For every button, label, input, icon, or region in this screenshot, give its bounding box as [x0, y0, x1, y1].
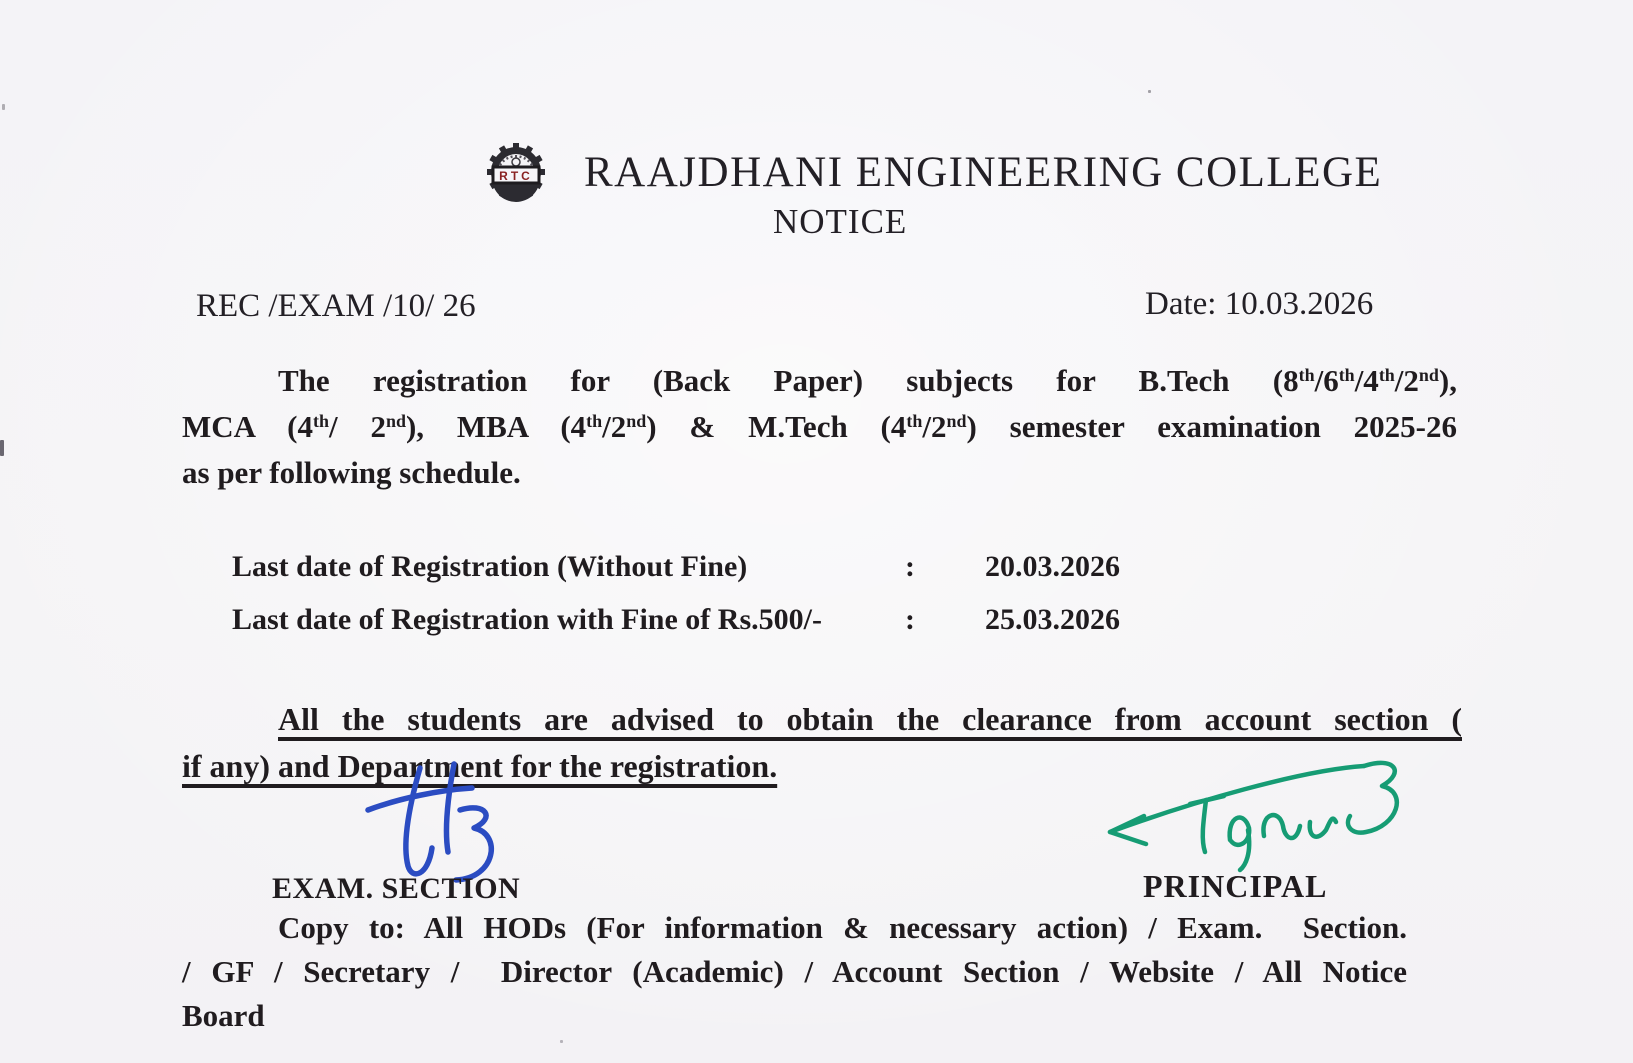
registration-schedule — [232, 550, 1292, 656]
text-line: as per following schedule. — [182, 455, 521, 490]
registration-paragraph — [182, 358, 1457, 496]
schedule-sep: : — [905, 603, 915, 636]
text-line: All the students are advised to obtain the clearance from account section ( — [278, 701, 1462, 737]
scan-speck — [560, 1040, 563, 1043]
text-line: The registration for (Back Paper) subjects for B.Tech (8th/6th/4th/2nd), — [278, 363, 1457, 398]
text-line: if any) and Department for the registration. — [182, 748, 778, 784]
notice-date: Date: 10.03.2026 — [1145, 286, 1374, 322]
text-line: Board — [182, 998, 265, 1033]
schedule-value: 25.03.2026 — [985, 603, 1120, 636]
principal-signature — [1072, 740, 1417, 875]
schedule-sep: : — [905, 550, 915, 583]
scan-speck — [0, 440, 4, 456]
text-line: / GF / Secretary / Director (Academic) / Account Section / Website / All Notice — [182, 954, 1407, 989]
college-name: RAAJDHANI ENGINEERING COLLEGE — [584, 149, 1383, 196]
notice-heading: NOTICE — [773, 202, 908, 241]
scan-speck — [2, 104, 5, 110]
copy-to-list — [182, 906, 1407, 1038]
schedule-label: Last date of Registration with Fine of Rs.500/- — [232, 603, 822, 636]
svg-text:RTC: RTC — [499, 169, 533, 183]
exam-section-label: EXAM. SECTION — [272, 872, 521, 905]
college-logo-gear-icon — [473, 138, 559, 218]
schedule-label: Last date of Registration (Without Fine) — [232, 550, 748, 583]
schedule-value: 20.03.2026 — [985, 550, 1120, 583]
text-line: Copy to: All HODs (For information & necessary action) / Exam. Section. — [278, 910, 1407, 945]
schedule-row — [232, 603, 1292, 637]
principal-label: PRINCIPAL — [1143, 868, 1328, 904]
schedule-row — [232, 550, 1292, 584]
reference-number: REC /EXAM /10/ 26 — [196, 288, 476, 324]
text-line: MCA (4th/ 2nd), MBA (4th/2nd) & M.Tech (4th/2nd) semester examination 2025-26 — [182, 409, 1458, 444]
scan-speck — [1148, 90, 1151, 93]
